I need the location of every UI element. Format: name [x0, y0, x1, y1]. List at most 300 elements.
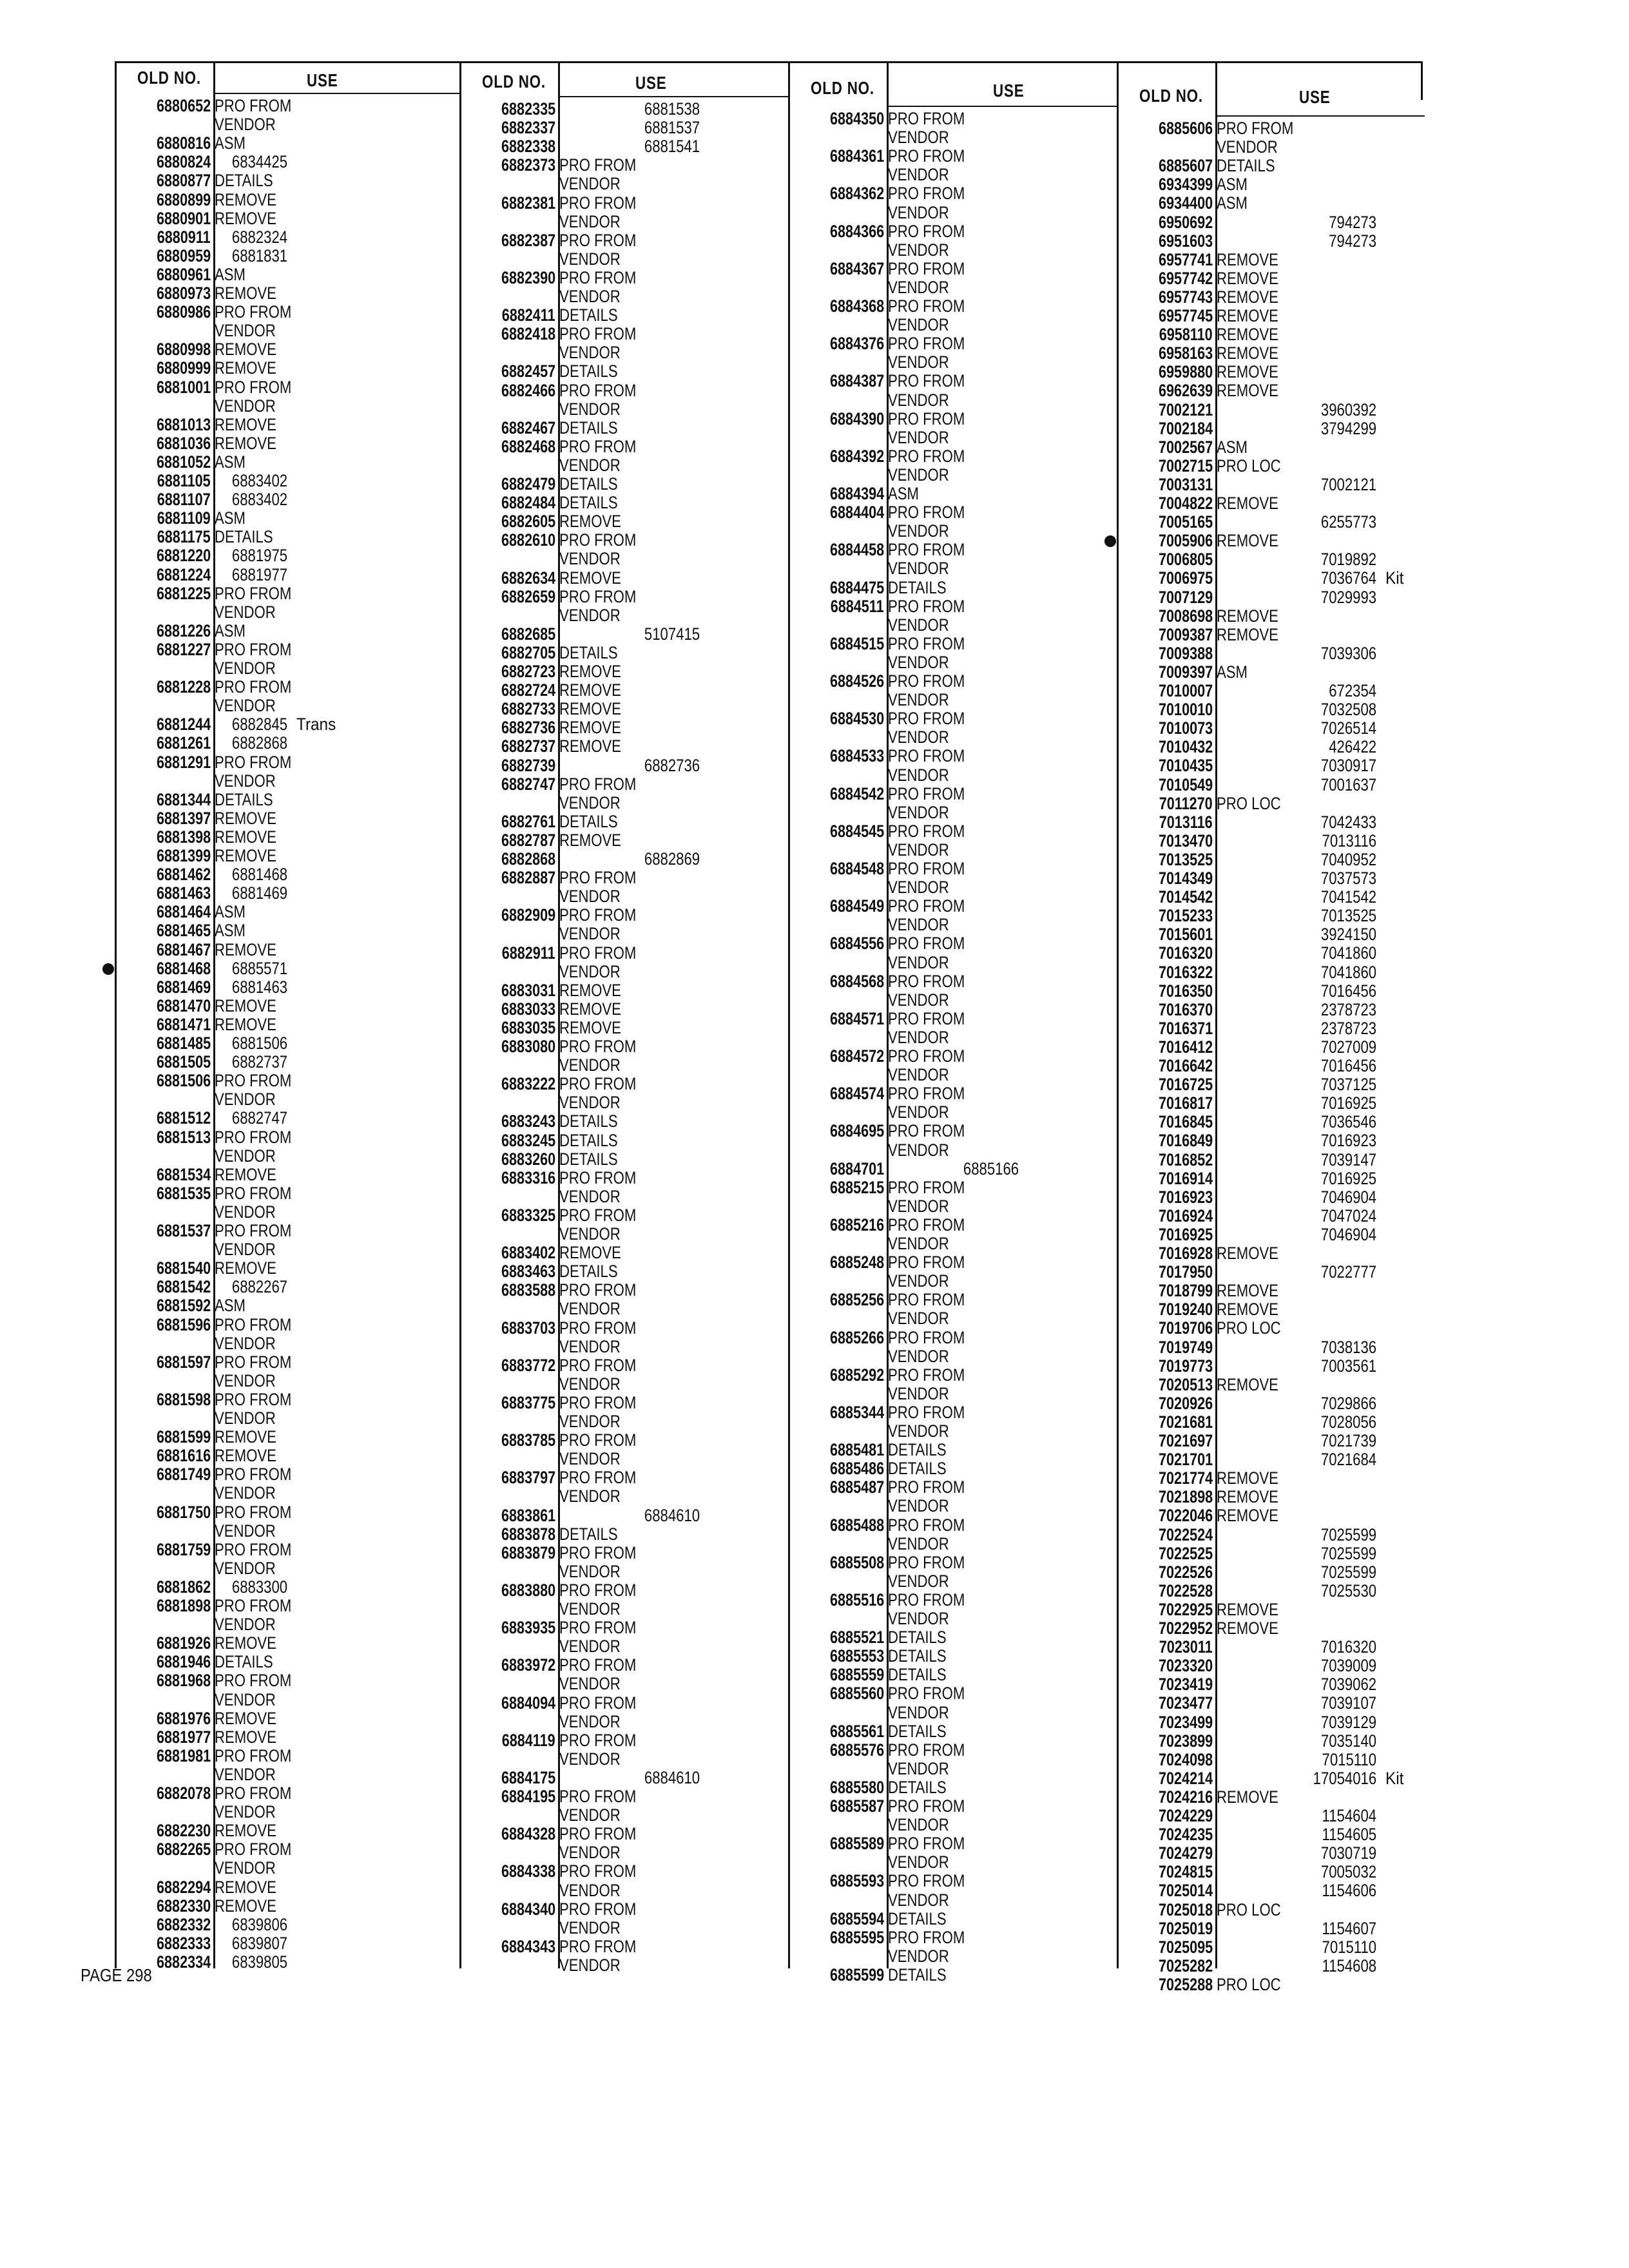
use-text: VENDOR [215, 1408, 276, 1428]
use-text: PRO FROM [888, 1402, 965, 1422]
table-row [117, 528, 461, 546]
use-text: ASM [1217, 193, 1248, 213]
use-text: REMOVE [559, 1017, 621, 1037]
replacement-number: 672354 [1329, 681, 1376, 700]
replacement-number: 794273 [1329, 212, 1376, 232]
table-row [461, 1187, 790, 1206]
use-text: PRO FROM [888, 1515, 965, 1535]
old-number: 6885607 [1158, 156, 1213, 176]
use-text: DETAILS [888, 1646, 947, 1666]
use-text: VENDOR [559, 1599, 621, 1619]
use-text: REMOVE [1217, 1619, 1278, 1638]
use-text: VENDOR [888, 1065, 949, 1085]
table-row [790, 972, 1119, 991]
old-number: 7024279 [1158, 1843, 1213, 1863]
table-row [790, 709, 1119, 728]
use-text: VENDOR [888, 1271, 949, 1291]
old-number: 6882332 [156, 1914, 211, 1934]
header-underline [213, 93, 461, 94]
use-text: ASM [215, 1296, 246, 1316]
table-row [1119, 963, 1425, 982]
old-number: 6882078 [156, 1783, 211, 1803]
table-row [117, 1522, 461, 1541]
use-text: PRO FROM [888, 633, 965, 653]
table-row [461, 1356, 790, 1375]
old-number: 6884571 [829, 1008, 884, 1028]
table-row [1119, 569, 1425, 588]
use-text: REMOVE [1217, 268, 1278, 288]
table-row [117, 1203, 461, 1222]
old-number: 6884368 [829, 296, 884, 316]
old-number: 6885587 [829, 1796, 884, 1816]
table-row [461, 1562, 790, 1581]
old-number: 7020513 [1158, 1374, 1213, 1394]
table-row [117, 1784, 461, 1803]
use-text: VENDOR [215, 1146, 276, 1166]
table-row [790, 1066, 1119, 1084]
table-row [461, 1093, 790, 1112]
table-row [117, 1147, 461, 1166]
old-number: 6885521 [829, 1628, 884, 1648]
old-number: 6884361 [829, 146, 884, 166]
replacement-number: 7016925 [1320, 1093, 1376, 1113]
old-number: 6883260 [501, 1149, 555, 1169]
replacement-number: 7039147 [1320, 1149, 1376, 1169]
old-number: 6884362 [829, 184, 884, 204]
old-number: 7010010 [1158, 700, 1213, 720]
table-row [117, 1653, 461, 1671]
old-number: 6885248 [829, 1253, 884, 1273]
table-row [117, 1316, 461, 1334]
table-row [1119, 1675, 1425, 1694]
replacement-number: 7026514 [1320, 718, 1376, 738]
table-row [1119, 1413, 1425, 1432]
replacement-number: 6882737 [231, 1052, 287, 1072]
replacement-number: 7046904 [1320, 1187, 1376, 1207]
use-text: PRO FROM [559, 1542, 637, 1562]
table-row [1119, 269, 1425, 288]
table-row [790, 1928, 1119, 1947]
use-text: VENDOR [215, 1558, 276, 1578]
use-text: VENDOR [215, 1521, 276, 1541]
use-text: PRO LOC [1217, 1318, 1281, 1338]
table-row [790, 1853, 1119, 1872]
table-row [790, 147, 1119, 166]
old-number: 6882911 [502, 943, 555, 963]
table-row [461, 1131, 790, 1150]
use-text: PRO FROM [215, 1127, 292, 1147]
old-number: 7016642 [1158, 1056, 1213, 1075]
table-row [117, 640, 461, 659]
old-number: 6881506 [156, 1071, 211, 1091]
table-row [117, 1578, 461, 1597]
use-text: VENDOR [888, 615, 949, 635]
table-row [117, 1709, 461, 1728]
replacement-number: 6885571 [231, 958, 287, 978]
table-row [1119, 888, 1425, 907]
old-number: 7014542 [1158, 887, 1213, 907]
old-number: 6882605 [501, 512, 555, 532]
table-row [461, 1206, 790, 1225]
table-row [1119, 832, 1425, 850]
table-row [117, 1390, 461, 1409]
old-number: 6882724 [501, 680, 555, 700]
table-row [790, 1047, 1119, 1066]
use-text: PRO FROM [559, 1355, 637, 1375]
use-text: REMOVE [559, 830, 621, 850]
replacement-number: 6881468 [231, 865, 287, 885]
use-text: PRO FROM [215, 1502, 292, 1522]
use-text: VENDOR [1217, 137, 1278, 157]
table-row [117, 603, 461, 622]
use-text: DETAILS [888, 1665, 947, 1685]
old-number: 6934400 [1158, 193, 1213, 213]
table-row [1119, 682, 1425, 700]
table-row [790, 653, 1119, 672]
use-text: REMOVE [1217, 343, 1278, 363]
old-number: 6881592 [156, 1296, 211, 1316]
table-row [1119, 1957, 1425, 1975]
replacement-number: 7039129 [1320, 1712, 1376, 1732]
use-text: VENDOR [888, 1852, 949, 1872]
use-text: PRO FROM [888, 334, 965, 354]
table-row [117, 509, 461, 528]
old-number: 6951603 [1158, 231, 1213, 251]
table-row [790, 1459, 1119, 1478]
table-row [461, 269, 790, 287]
table-row [461, 1675, 790, 1693]
table-row [790, 428, 1119, 447]
table-row [1119, 438, 1425, 457]
row-note: Trans [296, 715, 336, 735]
table-row [1119, 1188, 1425, 1207]
table-row [1119, 1300, 1425, 1319]
use-text: VENDOR [888, 1946, 949, 1966]
use-text: PRO FROM [888, 503, 965, 523]
old-number: 6884328 [501, 1824, 555, 1844]
old-number: 6881471 [156, 1014, 211, 1034]
table-row [790, 297, 1119, 316]
use-text: REMOVE [559, 680, 621, 700]
old-number: 7023011 [1159, 1637, 1213, 1657]
old-number: 6881976 [156, 1708, 211, 1728]
table-row [461, 1862, 790, 1881]
table-row [1119, 719, 1425, 738]
use-text: PRO FROM [888, 296, 965, 316]
table-row [117, 809, 461, 828]
use-text: PRO FROM [888, 1552, 965, 1572]
use-text: PRO FROM [888, 821, 965, 841]
table-row [461, 1431, 790, 1450]
old-number: 7018799 [1158, 1281, 1213, 1301]
use-text: REMOVE [1217, 1374, 1278, 1394]
use-text: PRO FROM [888, 1684, 965, 1704]
replacement-number: 7028056 [1320, 1412, 1376, 1432]
replacement-number: 6839806 [231, 1914, 287, 1934]
table-row [790, 1235, 1119, 1253]
old-number: 6880961 [156, 264, 211, 284]
use-text: ASM [1217, 662, 1248, 682]
use-text: DETAILS [888, 1721, 947, 1741]
old-number: 6884392 [829, 446, 884, 466]
use-text: REMOVE [1217, 1244, 1278, 1263]
use-text: PRO FROM [888, 540, 965, 560]
old-number: 6883879 [501, 1542, 555, 1562]
use-text: PRO FROM [559, 1430, 637, 1450]
use-text: PRO FROM [888, 184, 965, 204]
use-text: VENDOR [215, 1090, 276, 1110]
old-number: 7021681 [1158, 1412, 1213, 1432]
use-text: VENDOR [888, 390, 949, 410]
replacement-number: 7025599 [1320, 1562, 1376, 1582]
replacement-number: 2378723 [1320, 999, 1376, 1019]
old-number: 6881463 [156, 883, 211, 903]
table-row [117, 1671, 461, 1690]
use-text: REMOVE [215, 1164, 276, 1184]
use-text: PRO FROM [888, 146, 965, 166]
old-number: 6881036 [156, 433, 211, 453]
table-row [1119, 738, 1425, 756]
old-number: 6884387 [829, 371, 884, 391]
table-row [461, 437, 790, 456]
table-row [1119, 1694, 1425, 1713]
old-number: 7010435 [1158, 756, 1213, 776]
old-number: 6883463 [501, 1262, 555, 1282]
table-row [461, 1881, 790, 1900]
table-row [790, 597, 1119, 616]
table-row [461, 119, 790, 137]
table-row [117, 584, 461, 603]
old-number: 7024216 [1158, 1787, 1213, 1807]
table-row [790, 1497, 1119, 1515]
table-row [1119, 401, 1425, 419]
use-text: VENDOR [559, 1917, 621, 1937]
old-number: 6881013 [156, 414, 211, 434]
old-number: 7006805 [1158, 550, 1213, 570]
old-number: 6882747 [501, 774, 555, 794]
table-row [117, 1728, 461, 1747]
use-text: PRO FROM [559, 155, 637, 175]
old-number: 7016725 [1158, 1075, 1213, 1095]
replacement-number: 7013116 [1322, 831, 1376, 850]
table-row [790, 1910, 1119, 1928]
old-number: 6882484 [501, 493, 555, 513]
table-row [461, 1900, 790, 1919]
old-no-header: OLD NO. [482, 72, 546, 91]
replacement-number: 2378723 [1320, 1018, 1376, 1038]
table-row [1119, 1713, 1425, 1732]
table-row [790, 1197, 1119, 1216]
table-row [117, 434, 461, 453]
table-row [790, 1966, 1119, 1984]
old-number: 6883861 [501, 1505, 555, 1525]
old-number: 6883245 [501, 1130, 555, 1150]
old-number: 6883588 [501, 1280, 555, 1300]
table-row [1119, 1338, 1425, 1357]
use-text: PRO FROM [559, 1205, 637, 1225]
old-number: 6881537 [156, 1221, 211, 1240]
use-text: REMOVE [1217, 606, 1278, 626]
use-text: VENDOR [559, 793, 621, 812]
table-row [117, 1916, 461, 1934]
table-row [461, 644, 790, 662]
replacement-number: 6881831 [231, 245, 287, 265]
use-text: VENDOR [559, 887, 621, 907]
use-text: VENDOR [559, 287, 621, 306]
old-number: 6882761 [501, 811, 555, 831]
table-row [117, 791, 461, 809]
replacement-number: 6881977 [231, 564, 287, 584]
old-number: 6884545 [829, 821, 884, 841]
use-text: VENDOR [888, 559, 949, 579]
use-text: REMOVE [1217, 1506, 1278, 1526]
table-row [117, 1897, 461, 1916]
use-text: VENDOR [215, 602, 276, 622]
replacement-number: 7021684 [1320, 1450, 1376, 1470]
table-row [790, 579, 1119, 597]
table-row [461, 175, 790, 193]
use-text: VENDOR [888, 690, 949, 710]
table-row [1119, 1863, 1425, 1881]
use-text: PRO FROM [559, 1280, 637, 1300]
use-text: PRO FROM [888, 1046, 965, 1066]
old-number: 6882265 [156, 1840, 211, 1860]
table-row [461, 494, 790, 512]
use-text: VENDOR [215, 1615, 276, 1635]
table-row [117, 1409, 461, 1428]
table-row [790, 822, 1119, 841]
old-number: 6884526 [829, 671, 884, 691]
replacement-number: 7047024 [1320, 1206, 1376, 1225]
table-row [461, 475, 790, 494]
table-row [1119, 1169, 1425, 1188]
use-text: VENDOR [888, 1758, 949, 1778]
old-number: 6882610 [501, 530, 555, 550]
old-number: 6881968 [156, 1671, 211, 1691]
use-text: VENDOR [215, 1370, 276, 1390]
use-text: PRO FROM [559, 774, 637, 794]
use-text: PRO FROM [888, 1290, 965, 1310]
old-number: 6883033 [501, 999, 555, 1019]
old-number: 6882739 [501, 755, 555, 775]
table-row [461, 963, 790, 981]
use-text: VENDOR [559, 249, 621, 269]
use-text: REMOVE [215, 939, 276, 959]
use-text: REMOVE [1217, 287, 1278, 307]
table-row [790, 672, 1119, 691]
use-text: PRO FROM [888, 1927, 965, 1947]
use-text: VENDOR [559, 1843, 621, 1863]
table-row [117, 1166, 461, 1184]
replacement-number: 6839805 [231, 1952, 287, 1972]
old-number: 7016925 [1158, 1224, 1213, 1244]
old-number: 6882466 [501, 380, 555, 400]
use-text: DETAILS [1217, 156, 1275, 176]
use-text: PRO FROM [888, 1121, 965, 1141]
old-number: 6883797 [501, 1468, 555, 1488]
use-text: DETAILS [559, 642, 618, 662]
table-row [117, 340, 461, 359]
table-row [117, 1278, 461, 1296]
old-number: 6883775 [501, 1392, 555, 1412]
table-row [117, 359, 461, 378]
table-row [117, 1128, 461, 1147]
old-number: 6883772 [501, 1355, 555, 1375]
old-number: 7002567 [1158, 437, 1213, 457]
old-number: 6882230 [156, 1821, 211, 1841]
old-number: 6881470 [156, 995, 211, 1015]
use-text: DETAILS [215, 171, 273, 191]
table-row [117, 134, 461, 153]
old-number: 6885486 [829, 1459, 884, 1479]
old-number: 6881512 [156, 1108, 211, 1128]
old-number: 6883935 [501, 1618, 555, 1638]
use-text: PRO FROM [559, 1824, 637, 1844]
table-row [790, 1684, 1119, 1703]
old-number: 7007129 [1158, 587, 1213, 607]
use-text: PRO LOC [1217, 456, 1281, 476]
old-number: 6884094 [501, 1693, 555, 1713]
old-number: 6881291 [156, 752, 211, 772]
use-text: PRO FROM [888, 1796, 965, 1816]
table-row [461, 381, 790, 400]
header-underline [1215, 115, 1425, 117]
use-text: PRO FROM [888, 671, 965, 691]
table-row [117, 1072, 461, 1090]
use-text: VENDOR [888, 1234, 949, 1253]
replacement-number: 6881541 [644, 137, 700, 157]
old-number: 6882333 [156, 1933, 211, 1953]
table-row [461, 625, 790, 644]
old-number: 6881467 [156, 939, 211, 959]
table-row [117, 1034, 461, 1053]
replacement-number: 7013525 [1320, 906, 1376, 926]
table-row [1119, 1526, 1425, 1544]
old-number: 6882467 [501, 418, 555, 437]
old-number: 6882723 [501, 662, 555, 681]
table-row [1119, 1094, 1425, 1113]
old-number: 6885593 [829, 1871, 884, 1891]
table-row [790, 1010, 1119, 1028]
use-text: DETAILS [888, 577, 947, 597]
old-number: 6881244 [156, 715, 211, 735]
old-number: 7017950 [1158, 1262, 1213, 1282]
table-row [1119, 194, 1425, 213]
old-number: 6881227 [156, 639, 211, 659]
use-text: ASM [215, 452, 246, 472]
replacement-number: 6884610 [644, 1505, 700, 1525]
use-text: PRO LOC [1217, 1899, 1281, 1919]
replacement-number: 7030719 [1320, 1843, 1376, 1863]
use-text: VENDOR [559, 1224, 621, 1244]
page-number: PAGE 298 [81, 1965, 152, 1985]
old-number: 6884367 [829, 258, 884, 278]
table-row [1119, 1881, 1425, 1900]
old-number: 7015601 [1158, 925, 1213, 945]
replacement-number: 5107415 [644, 624, 700, 644]
old-number: 6884340 [501, 1899, 555, 1919]
table-row [461, 775, 790, 794]
replacement-number: 7039062 [1320, 1675, 1376, 1695]
old-number: 6882294 [156, 1877, 211, 1897]
table-row [790, 1291, 1119, 1309]
old-number: 7020926 [1158, 1393, 1213, 1413]
use-text: PRO FROM [888, 109, 965, 128]
table-row [461, 981, 790, 1000]
replacement-number: 6881975 [231, 546, 287, 566]
table-row [790, 334, 1119, 353]
table-row [1119, 1844, 1425, 1863]
